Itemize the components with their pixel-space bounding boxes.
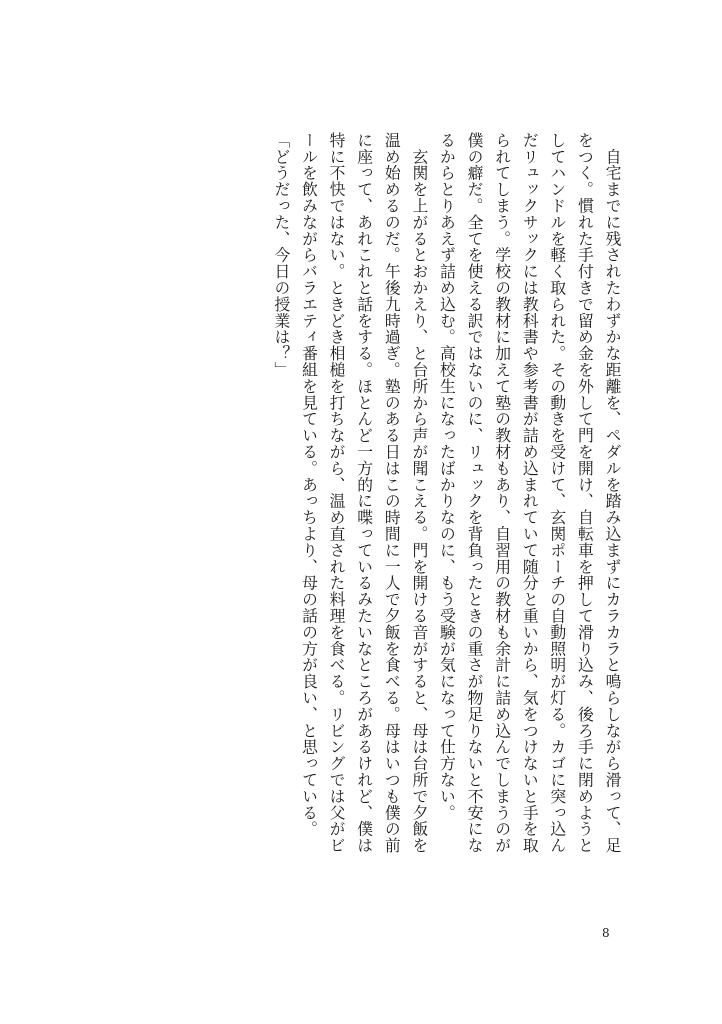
- paragraph-3: 「どうだった、今日の授業は？」: [271, 132, 291, 378]
- vertical-body-text: [267, 132, 626, 862]
- paragraph-1: 自宅までに残されたわずかな距離を、ペダルを踏み込まずにカラカラと鳴らしながら滑って、足をつく。慣れた手付きで留め金を外して門を開け、自転車を押して滑り込み、後ろ手に閉めようとしてハンドルを軽く取られた。その動きを受けて、玄関ポーチの自動照明が灯る。カゴに突っ込んだリュックサックには教科書や参考書が詰め込まれていて随分と重いから、気をつけないと手を取られてしまう。学校の教材に加えて塾の教材もあり、自習用の教材も余計に詰め込んでしまうのが僕の癖だ。全てを使える訳ではないのに、リュックを背負ったときの重さが物足りないと不安になるからとりあえず詰め込む。高校生になったばかりなのに、もう受験が気になって仕方ない。: [437, 132, 622, 854]
- paragraph-2: 玄関を上がるとおかえり、と台所から声が聞こえる。門を開ける音がすると、母は台所で夕飯を温め始めるのだ。午後九時過ぎ。塾のある日はこの時間に一人で夕飯を食べる。母はいつも僕の前に座って、あれこれと話をする。ほとんど一方的に喋っているみたいなところがあるけれど、僕は特に不快ではない。ときどき相槌を打ちながら、温め直された料理を食べる。リビングでは父がビールを飲みながらバラエティ番組を見ている。あっちより、母の話の方が良い、と思っている。: [299, 132, 429, 854]
- page-number: 8: [602, 926, 610, 940]
